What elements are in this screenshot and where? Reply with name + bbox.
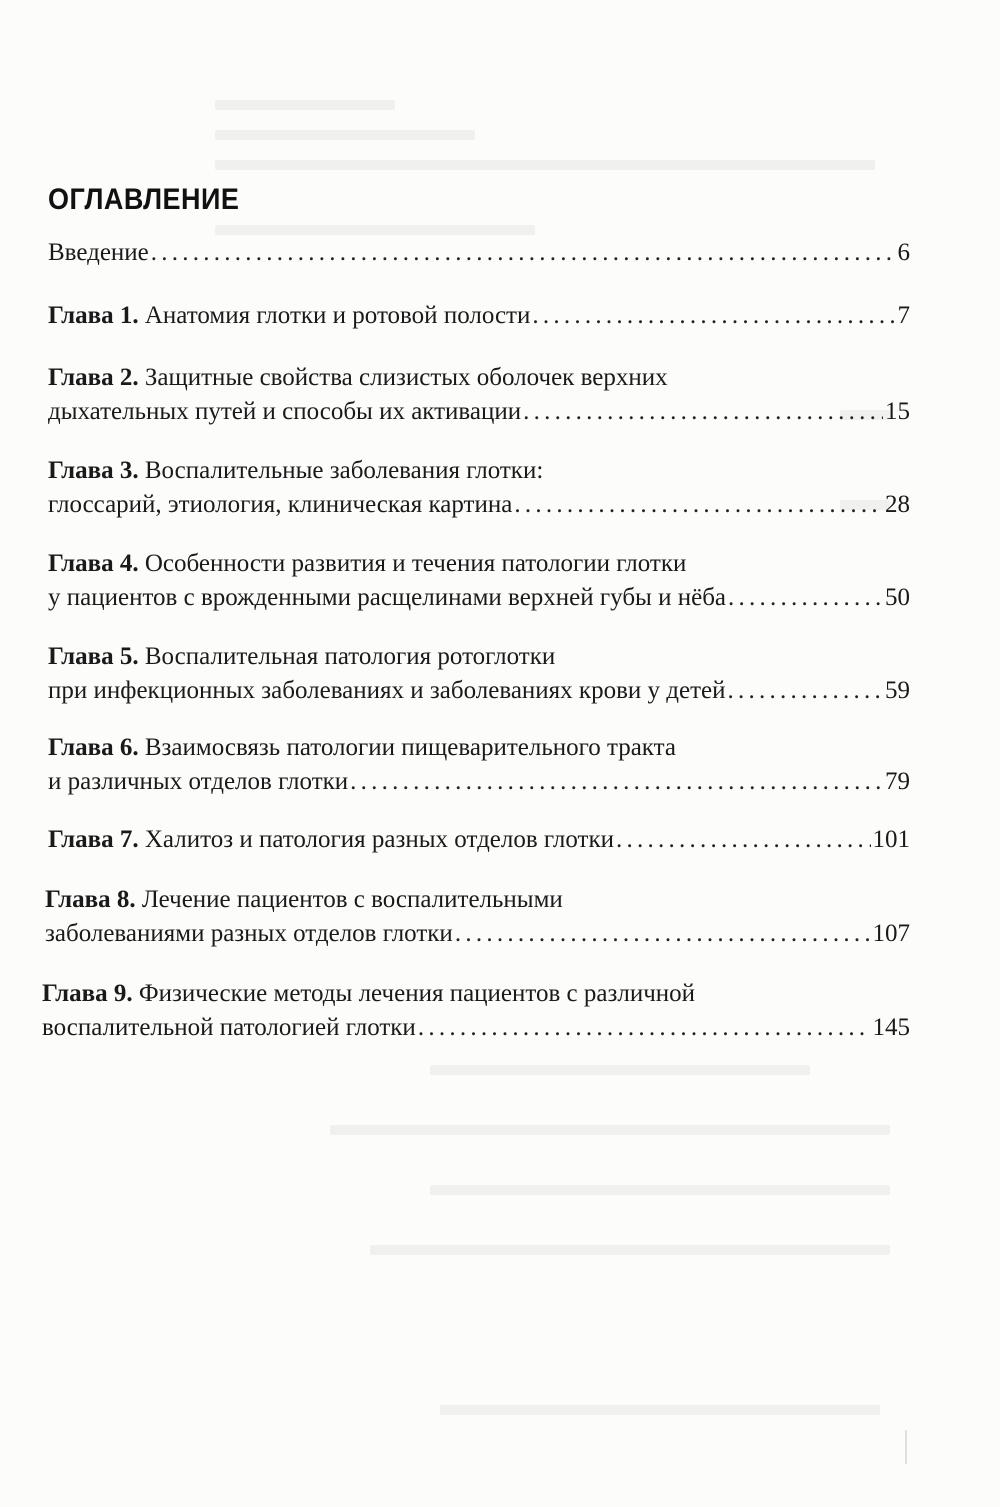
chapter-label: Глава 7. xyxy=(48,826,139,853)
toc-entry-chapter-6[interactable] xyxy=(48,731,910,799)
dot-leader xyxy=(532,299,895,333)
entry-title-line-2: при инфекционных заболеваниях и заболеваниях крови у детей xyxy=(48,677,726,704)
chapter-label: Глава 6. xyxy=(48,734,139,761)
page-number: 145 xyxy=(872,1014,910,1041)
entry-title-line-1: Воспалительные заболевания глотки: xyxy=(144,457,544,484)
show-through-rule xyxy=(905,1430,907,1464)
toc-entry-chapter-7[interactable] xyxy=(48,823,910,857)
dot-leader xyxy=(727,674,883,708)
chapter-label: Глава 1. xyxy=(48,302,139,329)
page-number: 79 xyxy=(885,768,910,795)
toc-entry-chapter-2[interactable] xyxy=(48,361,910,429)
dot-leader xyxy=(523,395,883,429)
show-through-decoration xyxy=(430,1185,890,1195)
dot-leader xyxy=(514,488,883,522)
entry-title-line-2: и различных отделов глотки xyxy=(48,768,349,795)
page-number: 7 xyxy=(897,302,910,329)
page-number: 15 xyxy=(885,398,910,425)
toc-entry-chapter-4[interactable] xyxy=(48,547,910,615)
page-number: 50 xyxy=(885,584,910,611)
dot-leader xyxy=(350,765,883,799)
entry-title-line-2: у пациентов с врожденными расщелинами верхней губы и нёба xyxy=(48,584,727,611)
toc-entry-chapter-9[interactable] xyxy=(42,977,910,1045)
toc-entry-chapter-8[interactable] xyxy=(45,883,910,951)
show-through-decoration xyxy=(440,1405,880,1415)
page-number: 101 xyxy=(872,826,910,853)
chapter-label: Глава 2. xyxy=(48,364,139,391)
toc-entry-chapter-1[interactable] xyxy=(48,299,910,333)
chapter-label: Глава 9. xyxy=(42,980,133,1007)
show-through-decoration xyxy=(215,130,475,140)
show-through-decoration xyxy=(215,100,395,110)
entry-title-line-2: заболеваниями разных отделов глотки xyxy=(45,920,453,947)
entry-title-line-1: Лечение пациентов с воспалительными xyxy=(141,886,563,913)
page-number: 6 xyxy=(897,239,910,266)
toc-entry-chapter-3[interactable] xyxy=(48,454,910,522)
chapter-label: Глава 4. xyxy=(48,550,139,577)
entry-title-line-1: Защитные свойства слизистых оболочек верхних xyxy=(144,364,668,391)
entry-title-line-1: Воспалительная патология ротоглотки xyxy=(144,643,556,670)
show-through-decoration xyxy=(215,225,535,235)
dot-leader xyxy=(455,917,871,951)
toc-entry-intro[interactable] xyxy=(48,236,910,270)
show-through-decoration xyxy=(370,1245,890,1255)
toc-title: ОГЛАВЛЕНИЕ xyxy=(48,183,240,216)
show-through-decoration xyxy=(330,1125,890,1135)
entry-title: Анатомия глотки и ротовой полости xyxy=(144,302,531,329)
entry-title-line-1: Особенности развития и течения патологии глотки xyxy=(144,550,687,577)
entry-title-line-1: Физические методы лечения пациентов с различной xyxy=(138,980,696,1007)
toc-entry-chapter-5[interactable] xyxy=(48,640,910,708)
dot-leader xyxy=(728,581,883,615)
entry-title-line-2: воспалительной патологией глотки xyxy=(42,1014,416,1041)
show-through-decoration xyxy=(215,160,875,170)
page-number: 59 xyxy=(885,677,910,704)
dot-leader xyxy=(418,1011,871,1045)
show-through-decoration xyxy=(430,1065,810,1075)
dot-leader xyxy=(616,823,871,857)
entry-title: Халитоз и патология разных отделов глотки xyxy=(144,826,614,853)
page-number: 107 xyxy=(872,920,910,947)
dot-leader xyxy=(151,236,896,270)
entry-title: Введение xyxy=(48,239,149,266)
entry-title-line-1: Взаимосвязь патологии пищеварительного тракта xyxy=(144,734,676,761)
chapter-label: Глава 3. xyxy=(48,457,139,484)
entry-title-line-2: глоссарий, этиология, клиническая картина xyxy=(48,491,513,518)
chapter-label: Глава 5. xyxy=(48,643,139,670)
chapter-label: Глава 8. xyxy=(45,886,136,913)
page-number: 28 xyxy=(885,491,910,518)
entry-title-line-2: дыхательных путей и способы их активации xyxy=(48,398,522,425)
